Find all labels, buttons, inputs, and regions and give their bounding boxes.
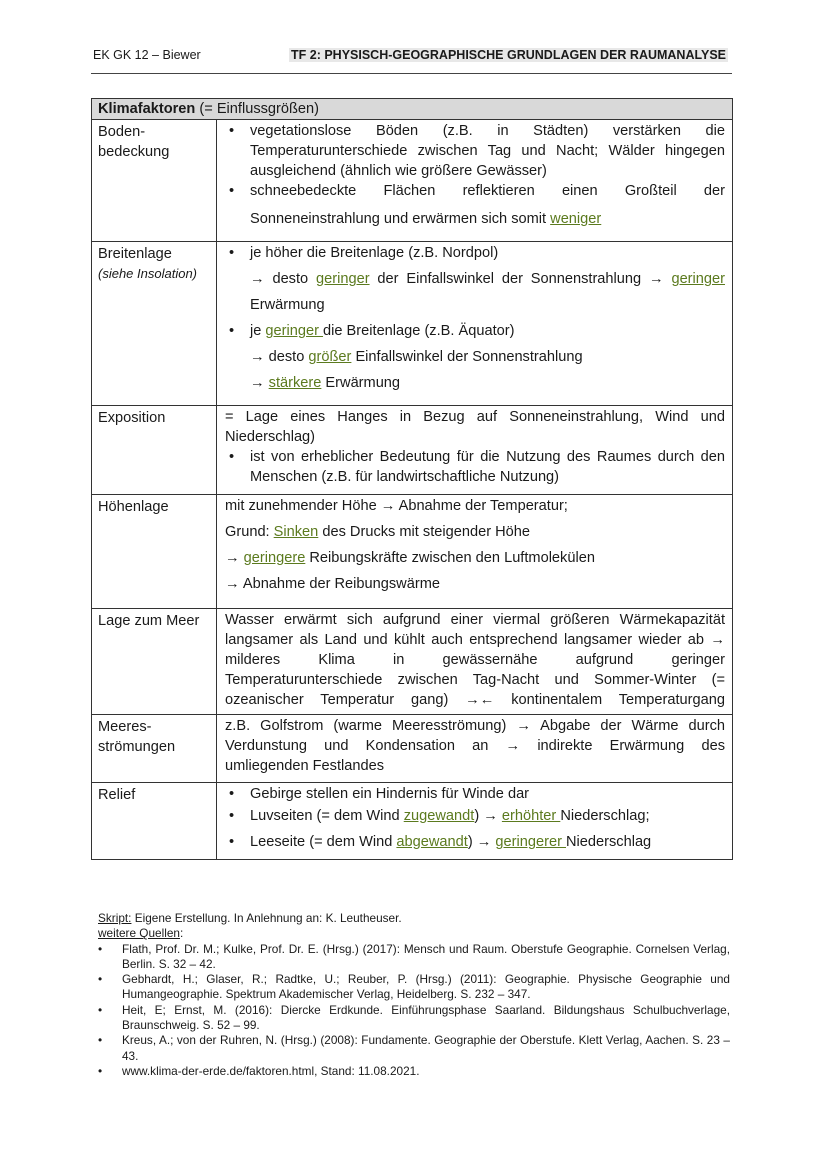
- text-segment: →: [225, 550, 244, 566]
- emphasized-term: Sinken: [273, 524, 319, 540]
- table-title: [92, 99, 733, 120]
- emphasized-term: zugewandt: [403, 808, 475, 824]
- factor-label-line: Höhenlage: [98, 499, 169, 515]
- text-segment: Sonneneinstrahlung und erwärmen sich somit: [250, 211, 551, 227]
- text-segment: Reibungskräfte zwischen den Luftmolekülen: [305, 550, 595, 566]
- description-line: [225, 650, 725, 670]
- further-sources-colon: :: [179, 926, 184, 941]
- text-segment: der Einfallswinkel der Sonnenstrahlung →: [369, 271, 672, 287]
- text-segment: →: [250, 375, 269, 391]
- description-line: [225, 467, 725, 487]
- description-line: [225, 243, 725, 263]
- description-line: [225, 295, 725, 315]
- description-line: [225, 373, 725, 393]
- description-line: [225, 427, 725, 447]
- text-segment: die Breitenlage (z.B. Äquator): [323, 323, 515, 339]
- factor-label: [92, 406, 217, 495]
- factor-label: [92, 783, 217, 860]
- description-line: [225, 690, 725, 710]
- table-row: [92, 120, 733, 242]
- script-note: [98, 911, 730, 926]
- source-item: • www.klima-der-erde.de/faktoren.html, Stand: 11.08.2021.: [98, 1064, 730, 1079]
- factor-label-line: Exposition: [98, 410, 166, 426]
- description-line: [225, 630, 725, 650]
- description-line: [225, 209, 725, 229]
- description-line: [225, 610, 725, 630]
- text-segment: je höher die Breitenlage (z.B. Nordpol): [250, 245, 499, 261]
- source-item: • Flath, Prof. Dr. M.; Kulke, Prof. Dr. E. (Hrsg.) (2017): Mensch und Raum. Oberstufe Geographie. Cornelsen Verlag, Berlin. S. 32 – 42.: [98, 942, 730, 973]
- factor-label-line: Breitenlage: [98, 246, 172, 262]
- emphasized-term: geringer: [265, 323, 324, 339]
- text-segment: → desto: [250, 349, 309, 365]
- source-item: • Gebhardt, H.; Glaser, R.; Radtke, U.; Reuber, P. (Hrsg.) (2011): Geographie. Physische Geographie und Humangeographie. Spektrum Akademischer Verlag, Heidelberg. S. 232 – 347.: [98, 972, 730, 1003]
- sources-list: [98, 942, 730, 1080]
- factor-description: [217, 609, 733, 715]
- table-row: [92, 609, 733, 715]
- text-segment: Temperaturunterschiede zwischen Tag-Nacht und Sommer-Winter (=: [225, 672, 725, 688]
- description-line: [225, 407, 725, 427]
- description-line: [225, 574, 725, 594]
- text-segment: ozeanischer Temperatur gang) →← kontinentalem Temperaturgang: [225, 692, 725, 708]
- description-line: [225, 496, 725, 516]
- text-segment: Temperaturunterschiede zwischen Tag und Nacht; Wälder hingegen: [250, 143, 725, 159]
- factor-description: [217, 406, 733, 495]
- factor-label: [92, 609, 217, 715]
- text-segment: → Abnahme der Reibungswärme: [225, 576, 440, 592]
- description-line: [225, 806, 725, 826]
- text-segment: Erwärmung: [250, 297, 325, 313]
- table-row: [92, 242, 733, 406]
- emphasized-term: abgewandt: [396, 834, 468, 850]
- factor-label-line: Boden-: [98, 124, 146, 140]
- description-line: [225, 141, 725, 161]
- emphasized-term: geringerer: [495, 834, 566, 850]
- factor-description: [217, 715, 733, 783]
- text-segment: je: [250, 323, 266, 339]
- table-row: [92, 495, 733, 609]
- text-segment: ) →: [474, 808, 502, 824]
- factor-label-line: Meeres-: [98, 719, 152, 735]
- emphasized-term: geringer: [671, 271, 725, 287]
- table-header-row: [92, 99, 733, 120]
- source-item: • Heit, E; Ernst, M. (2016): Diercke Erdkunde. Einführungsphase Saarland. Bildungshaus Schulbuchverlage, Braunschweig. S. 52 – 99.: [98, 1003, 730, 1034]
- text-segment: Verdunstung und Kondensation an → indirekte Erwärmung des: [225, 738, 725, 754]
- description-line: [225, 670, 725, 690]
- text-segment: vegetationslose Böden (z.B. in Städten) verstärken die: [250, 123, 725, 139]
- factor-label-line: Relief: [98, 787, 136, 803]
- text-segment: Einfallswinkel der Sonnenstrahlung: [351, 349, 583, 365]
- factor-label: [92, 715, 217, 783]
- text-segment: des Drucks mit steigender Höhe: [318, 524, 530, 540]
- description-line: [225, 736, 725, 756]
- header-author: EK GK 12 – Biewer: [93, 48, 201, 62]
- text-segment: umliegenden Festlandes: [225, 758, 385, 774]
- factor-label: [92, 495, 217, 609]
- text-segment: schneebedeckte Flächen reflektieren einen Großteil der: [250, 183, 725, 199]
- further-sources-label: weitere Quellen: [98, 926, 180, 941]
- table-row: [92, 783, 733, 860]
- header-divider: [91, 73, 732, 74]
- emphasized-term: stärkere: [268, 375, 322, 391]
- description-line: [225, 447, 725, 467]
- emphasized-term: geringer: [316, 271, 370, 287]
- description-line: [225, 121, 725, 141]
- factor-sublabel: (siehe Insolation): [98, 266, 197, 281]
- description-line: [225, 321, 725, 341]
- description-line: [225, 347, 725, 367]
- source-item: • Kreus, A.; von der Ruhren, N. (Hrsg.) (2008): Fundamente. Geographie der Oberstufe. Klett Verlag, Aachen. S. 23 – 43.: [98, 1033, 730, 1064]
- sources-section: [98, 911, 730, 1079]
- text-segment: Grund:: [225, 524, 274, 540]
- text-segment: Luvseiten (= dem Wind: [250, 808, 404, 824]
- factor-label-line: strömungen: [98, 739, 176, 755]
- text-segment: milderes Klima in gewässernähe aufgrund geringer: [225, 652, 725, 668]
- emphasized-term: geringere: [243, 550, 306, 566]
- text-segment: langsamer als Land und kühlt auch entsprechend langsamer wieder ab →: [225, 632, 725, 648]
- text-segment: Niederschlag: [566, 834, 652, 850]
- factor-description: [217, 242, 733, 406]
- table-row: [92, 406, 733, 495]
- text-segment: Erwärmung: [321, 375, 401, 391]
- text-segment: Niederschlag;: [560, 808, 650, 824]
- description-line: [225, 832, 725, 852]
- text-segment: Wasser erwärmt sich aufgrund einer viermal größeren Wärmekapazität: [225, 612, 725, 628]
- climate-factors-table: [91, 98, 733, 860]
- factor-label: [92, 120, 217, 242]
- emphasized-term: größer: [308, 349, 352, 365]
- table-row: [92, 715, 733, 783]
- factor-label-line: Lage zum Meer: [98, 613, 200, 629]
- text-segment: mit zunehmender Höhe → Abnahme der Temperatur;: [225, 498, 568, 514]
- emphasized-term: erhöhter: [501, 808, 561, 824]
- script-label: Skript:: [98, 911, 132, 925]
- text-segment: → desto: [250, 271, 317, 287]
- emphasized-term: weniger: [550, 211, 602, 227]
- description-line: [225, 161, 725, 181]
- factor-label-line: bedeckung: [98, 144, 170, 160]
- text-segment: = Lage eines Hanges in Bezug auf Sonneneinstrahlung, Wind und: [225, 409, 725, 425]
- factor-description: [217, 120, 733, 242]
- script-text: Eigene Erstellung. In Anlehnung an: K. Leutheuser.: [131, 911, 402, 925]
- description-line: [225, 269, 725, 289]
- header-topic: TF 2: PHYSISCH-GEOGRAPHISCHE GRUNDLAGEN DER RAUMANALYSE: [291, 48, 726, 62]
- text-segment: z.B. Golfstrom (warme Meeresströmung) → Abgabe der Wärme durch: [225, 718, 725, 734]
- text-segment: ist von erheblicher Bedeutung für die Nutzung des Raumes durch den: [250, 449, 725, 465]
- description-line: [225, 756, 725, 776]
- text-segment: Leeseite (= dem Wind: [250, 834, 397, 850]
- description-line: [225, 522, 725, 542]
- text-segment: Niederschlag): [225, 429, 316, 445]
- table-title-bold: Klimafaktoren: [98, 101, 196, 117]
- further-sources-heading: [98, 926, 730, 941]
- table-title-rest: (= Einflussgrößen): [195, 101, 320, 117]
- text-segment: ) →: [467, 834, 496, 850]
- description-line: [225, 784, 725, 804]
- description-line: [225, 548, 725, 568]
- factor-label: [92, 242, 217, 406]
- factor-description: [217, 783, 733, 860]
- text-segment: Gebirge stellen ein Hindernis für Winde dar: [250, 786, 530, 802]
- description-line: [225, 181, 725, 201]
- text-segment: Menschen (z.B. für landwirtschaftliche Nutzung): [250, 469, 560, 485]
- description-line: [225, 716, 725, 736]
- factor-description: [217, 495, 733, 609]
- text-segment: ausgleichend (ähnlich wie größere Gewässer): [250, 163, 547, 179]
